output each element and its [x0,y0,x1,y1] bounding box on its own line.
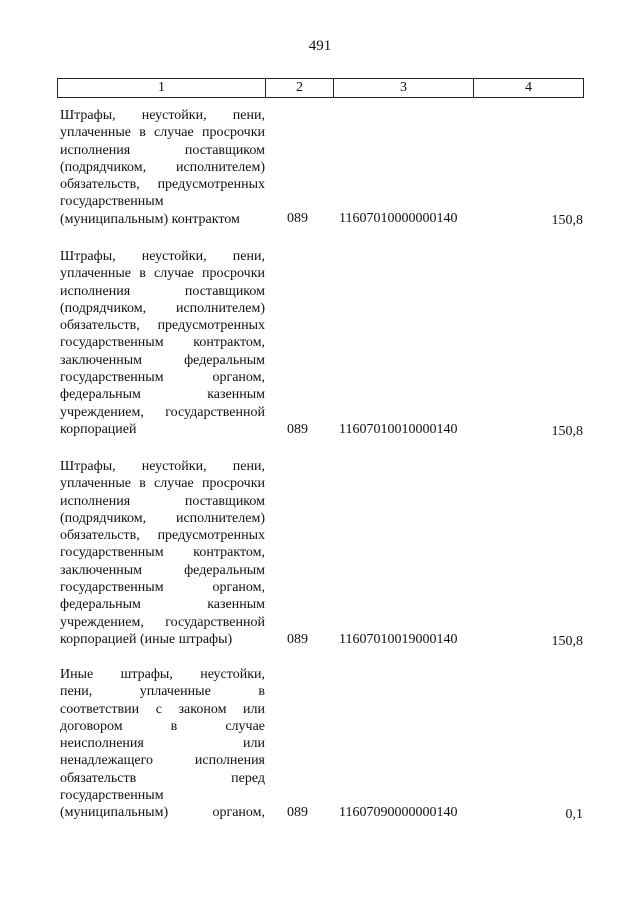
description-line: (муниципальным) контрактом [60,211,240,227]
row-description [60,248,265,438]
budget-code: 11607090000000140 [339,805,458,820]
header-col-2: 2 [266,79,334,97]
amount: 0,1 [565,807,583,822]
amount: 150,8 [551,424,583,439]
description-line: Штрафы, неустойки, пени, [60,249,265,264]
description-line: (муниципальным) органом, [60,805,265,821]
description-line: обязательств, предусмотренных [60,318,265,334]
description-line: Штрафы, неустойки, пени, [60,459,265,474]
description-line: федеральным казенным [60,387,265,403]
description-line: уплаченные в случае просрочки [60,125,265,141]
description-line: договором в случае [60,718,265,734]
description-line: заключенным федеральным [60,352,265,368]
description-line: государственным органом, [60,580,265,596]
amount: 150,8 [551,634,583,649]
description-line: обязательств, предусмотренных [60,177,265,193]
description-line: корпорацией [60,421,137,437]
description-line: пени, уплаченные в [60,684,265,700]
table-header [57,78,584,98]
description-line: ненадлежащего исполнения [60,753,265,769]
description-line: обязательств, предусмотренных [60,528,265,544]
row-description [60,107,265,228]
admin-code: 089 [287,632,308,647]
description-line: государственным органом, [60,370,265,386]
description-line: учреждением, государственной [60,614,265,630]
description-line: государственным [60,194,164,210]
description-line: государственным контрактом, [60,545,265,561]
row-description [60,458,265,648]
page-number: 491 [308,38,332,54]
header-col-4: 4 [525,80,532,95]
description-line: исполнения поставщиком [60,283,265,299]
amount: 150,8 [551,213,583,228]
description-line: уплаченные в случае просрочки [60,266,265,282]
header-col-3: 3 [334,79,474,97]
description-line: государственным контрактом, [60,335,265,351]
description-line: государственным [60,788,164,804]
description-line: исполнения поставщиком [60,493,265,509]
header-col-1: 1 [58,79,266,97]
description-line: обязательств перед [60,770,265,786]
description-line: федеральным казенным [60,597,265,613]
description-line: исполнения поставщиком [60,142,265,158]
description-line: соответствии с законом или [60,701,265,717]
description-line: (подрядчиком, исполнителем) [60,510,265,526]
description-line: Иные штрафы, неустойки, [60,667,265,682]
budget-code: 11607010010000140 [339,422,458,437]
budget-code: 11607010000000140 [339,211,458,226]
row-description [60,666,265,822]
description-line: уплаченные в случае просрочки [60,476,265,492]
description-line: (подрядчиком, исполнителем) [60,159,265,175]
admin-code: 089 [287,422,308,437]
budget-code: 11607010019000140 [339,632,458,647]
description-line: учреждением, государственной [60,404,265,420]
description-line: корпорацией (иные штрафы) [60,631,233,647]
admin-code: 089 [287,211,308,226]
description-line: Штрафы, неустойки, пени, [60,108,265,123]
description-line: (подрядчиком, исполнителем) [60,300,265,316]
description-line: заключенным федеральным [60,562,265,578]
admin-code: 089 [287,805,308,820]
description-line: неисполнения или [60,736,265,752]
